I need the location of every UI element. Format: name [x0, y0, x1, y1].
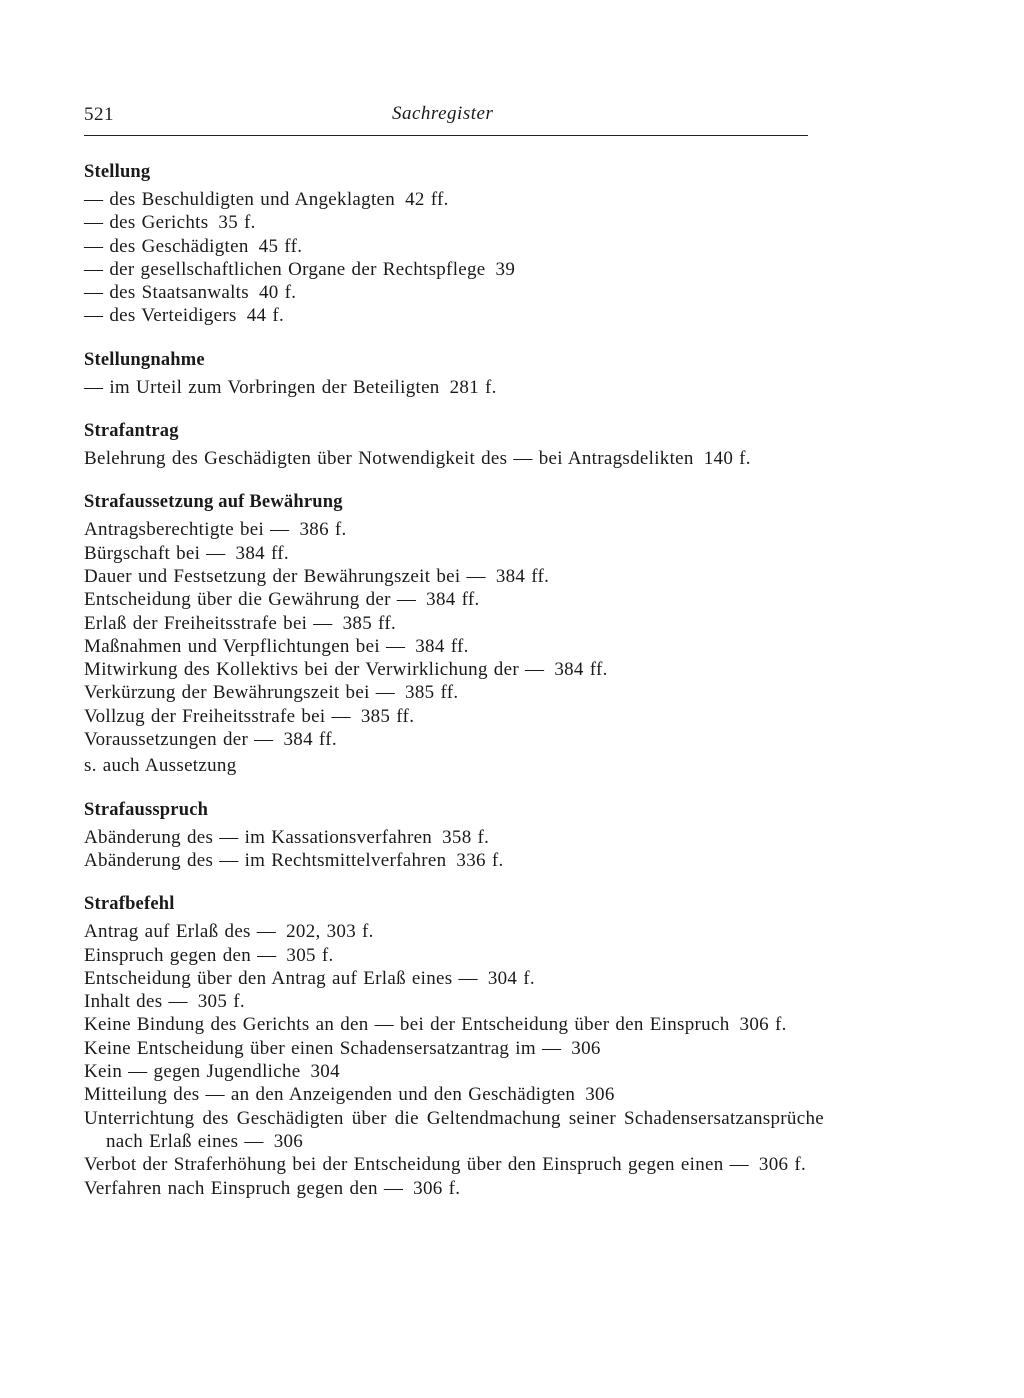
entry-pages: 305 f.: [286, 944, 334, 966]
entry-text: — des Geschädigten: [84, 235, 249, 257]
entry-text: Bürgschaft bei —: [84, 542, 226, 564]
entry-text: Verfahren nach Einspruch gegen den —: [84, 1177, 404, 1199]
index-entry: [84, 565, 824, 588]
index-heading: Strafbefehl: [84, 894, 175, 915]
index-section: [84, 892, 824, 1200]
index-entry: [84, 681, 824, 704]
index-entry: [84, 258, 824, 281]
entry-text: Belehrung des Geschädigten über Notwendigkeit des — bei Antragsdelikten: [84, 448, 694, 470]
index-entry: [84, 235, 824, 258]
entry-text: — des Gerichts: [84, 212, 209, 234]
entry-pages: 42 ff.: [405, 189, 449, 210]
index-entry: [84, 944, 824, 967]
entry-text: Keine Entscheidung über einen Schadensersatzantrag im —: [84, 1037, 562, 1059]
entry-pages: 39: [495, 258, 516, 280]
index-entry: [84, 188, 824, 211]
entry-text: Antragsberechtigte bei —: [84, 519, 290, 541]
index-entry: [84, 447, 824, 470]
index-section: [84, 348, 824, 399]
index-entry: [84, 658, 824, 681]
entry-text: — im Urteil zum Vorbringen der Beteiligten: [84, 376, 440, 398]
index-entry: [84, 1107, 824, 1154]
entry-text: Vollzug der Freiheitsstrafe bei —: [84, 705, 351, 727]
index-entry: [84, 635, 824, 658]
entry-text: Abänderung des — im Rechtsmittelverfahren: [84, 849, 447, 871]
entry-pages: 306 f.: [758, 1154, 807, 1176]
running-head: Sachregister: [392, 103, 494, 124]
entry-pages: 306: [571, 1037, 601, 1059]
index-entry: [84, 588, 824, 611]
entry-pages: 384 ff.: [235, 542, 289, 564]
index-entry: [84, 542, 824, 565]
index-entry: [84, 518, 824, 541]
entry-text: Erlaß der Freiheitsstrafe bei —: [84, 612, 333, 634]
entry-text: Maßnahmen und Verpflichtungen bei —: [84, 635, 406, 657]
entry-text: Entscheidung über die Gewährung der —: [84, 589, 417, 611]
index-content: [84, 160, 824, 1220]
index-entry: [84, 1177, 824, 1200]
index-entry: [84, 1060, 824, 1083]
index-entry: [84, 826, 824, 849]
index-entry: [84, 849, 824, 872]
index-heading: Strafausspruch: [84, 799, 209, 820]
index-entry: [84, 1013, 824, 1036]
index-heading: Strafantrag: [84, 421, 179, 442]
index-section: [84, 419, 824, 470]
entry-pages: 385 ff.: [405, 682, 459, 704]
see-also: s. auch Aussetzung: [84, 755, 237, 777]
index-heading: Stellung: [84, 162, 151, 182]
entry-pages: 306: [273, 1130, 304, 1152]
entry-pages: 304: [310, 1061, 340, 1083]
entry-text: Abänderung des — im Kassationsverfahren: [84, 826, 433, 848]
entry-pages: 304 f.: [487, 967, 535, 989]
entry-text: Einspruch gegen den —: [84, 944, 277, 966]
index-heading: Strafaussetzung auf Bewährung: [84, 492, 343, 513]
entry-pages: 384 ff.: [426, 589, 480, 611]
entry-text: Entscheidung über den Antrag auf Erlaß eines —: [84, 967, 478, 989]
header-rule: [84, 135, 808, 136]
entry-text: Antrag auf Erlaß des —: [84, 921, 277, 943]
index-entry: [84, 304, 824, 327]
index-entry: [84, 281, 824, 304]
entry-pages: 384 ff.: [554, 659, 608, 681]
entry-pages: 306 f.: [413, 1177, 461, 1199]
entry-pages: 336 f.: [456, 849, 504, 871]
entry-text: — der gesellschaftlichen Organe der Rechtspflege: [84, 258, 486, 280]
entry-pages: 45 ff.: [258, 235, 303, 257]
entry-text: Unterrichtung des Geschädigten über die Geltendmachung seiner Schadensersatzansprüche nach Erlaß eines —: [84, 1107, 824, 1152]
entry-pages: 44 f.: [246, 305, 285, 327]
entry-pages: 385 ff.: [360, 705, 415, 727]
entry-pages: 306 f.: [739, 1014, 787, 1036]
index-entry: [84, 967, 824, 990]
index-entry: [84, 612, 824, 635]
index-section: [84, 160, 824, 328]
index-entry: [84, 211, 824, 234]
page-number: 521: [84, 104, 114, 125]
entry-pages: 281 f.: [449, 376, 497, 398]
entry-text: Kein — gegen Jugendliche: [84, 1061, 301, 1083]
index-entry: [84, 1037, 824, 1060]
index-entry: [84, 376, 824, 399]
entry-text: Mitteilung des — an den Anzeigenden und den Geschädigten: [84, 1084, 576, 1106]
entry-text: Dauer und Festsetzung der Bewährungszeit bei —: [84, 565, 486, 587]
entry-pages: 40 f.: [258, 282, 297, 304]
entry-text: — des Beschuldigten und Angeklagten: [84, 189, 396, 210]
entry-text: Inhalt des —: [84, 991, 188, 1013]
index-section: [84, 798, 824, 873]
entry-text: Keine Bindung des Gerichts an den — bei der Entscheidung über den Einspruch: [84, 1014, 730, 1036]
entry-pages: 140 f.: [703, 448, 751, 470]
entry-pages: 202, 303 f.: [286, 921, 374, 943]
entry-pages: 386 f.: [299, 519, 347, 541]
entry-pages: 384 ff.: [283, 729, 337, 751]
entry-pages: 306: [585, 1084, 615, 1106]
index-entry: [84, 728, 824, 751]
index-heading: Stellungnahme: [84, 349, 205, 370]
index-entry: [84, 1153, 824, 1176]
index-entry: [84, 920, 824, 943]
entry-text: Verkürzung der Bewährungszeit bei —: [84, 682, 396, 704]
index-entry: [84, 990, 824, 1013]
entry-text: Verbot der Straferhöhung bei der Entscheidung über den Einspruch gegen einen —: [84, 1154, 749, 1176]
entry-text: Mitwirkung des Kollektivs bei der Verwirklichung der —: [84, 659, 545, 681]
index-entry: [84, 705, 824, 728]
entry-pages: 384 ff.: [495, 565, 550, 587]
entry-pages: 384 ff.: [415, 635, 469, 657]
index-entry: [84, 1083, 824, 1106]
entry-pages: 305 f.: [197, 991, 245, 1013]
entry-pages: 358 f.: [442, 826, 490, 848]
entry-pages: 385 ff.: [342, 612, 397, 634]
entry-text: — des Verteidigers: [84, 305, 237, 327]
index-section: [84, 490, 824, 777]
entry-pages: 35 f.: [218, 212, 256, 234]
entry-text: — des Staatsanwalts: [84, 282, 249, 304]
entry-text: Voraussetzungen der —: [84, 729, 274, 751]
